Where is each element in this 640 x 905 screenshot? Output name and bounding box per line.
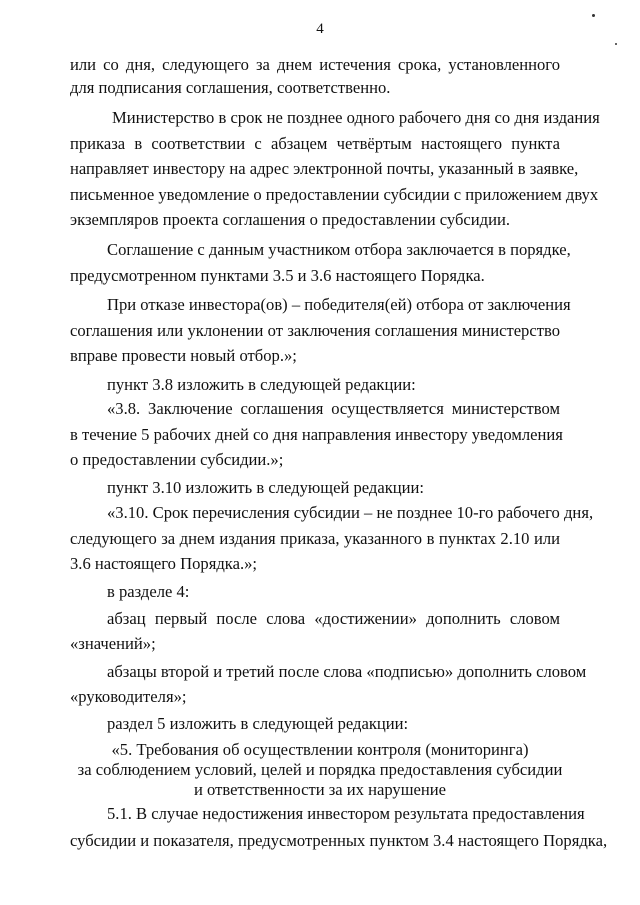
text-line: направляет инвестору на адрес электронной почты, указанный в заявке, [70, 159, 579, 178]
text-line: При отказе инвестора(ов) – победителя(ей) отбора от заключения [107, 295, 571, 314]
text-line: раздел 5 изложить в следующей редакции: [107, 714, 409, 733]
text-line: о предоставлении субсидии.»; [70, 450, 284, 469]
text-line: предусмотренном пунктами 3.5 и 3.6 настоящего Порядка. [70, 266, 485, 285]
text-line: для подписания соглашения, соответственно. [70, 78, 391, 97]
text-line: или со дня, следующего за днем истечения срока, установленного [70, 55, 560, 74]
text-line: «3.8. Заключение соглашения осуществляется министерством [107, 399, 560, 418]
text-line: пункт 3.10 изложить в следующей редакции: [107, 478, 425, 497]
scan-speck [592, 14, 595, 17]
text-line: «значений»; [70, 634, 156, 653]
text-line: Министерство в срок не позднее одного рабочего дня со дня издания [112, 108, 600, 127]
text-line: экземпляров проекта соглашения о предоставлении субсидии. [70, 210, 510, 229]
page-number: 4 [316, 21, 324, 37]
text-line: субсидии и показателя, предусмотренных пунктом 3.4 настоящего Порядка, [70, 831, 608, 850]
text-line: письменное уведомление о предоставлении субсидии с приложением двух [70, 185, 599, 204]
text-line: Соглашение с данным участником отбора заключается в порядке, [107, 240, 571, 259]
section-heading-line: и ответственности за их нарушение [193, 780, 447, 799]
text-line: 3.6 настоящего Порядка.»; [70, 554, 258, 573]
scan-speck [615, 43, 617, 45]
text-line: соглашения или уклонении от заключения соглашения министерство [70, 321, 560, 340]
text-line: пункт 3.8 изложить в следующей редакции: [107, 375, 416, 394]
text-line: «руководителя»; [70, 687, 187, 706]
section-heading-line: за соблюдением условий, целей и порядка предоставления субсидии [77, 760, 563, 779]
text-line: приказа в соответствии с абзацем четвёртым настоящего пункта [70, 134, 560, 153]
text-line: в течение 5 рабочих дней со дня направления инвестору уведомления [70, 425, 563, 444]
text-line: в разделе 4: [107, 582, 190, 601]
text-line: 5.1. В случае недостижения инвестором результата предоставления [107, 804, 585, 823]
text-line: «3.10. Срок перечисления субсидии – не позднее 10-го рабочего дня, [107, 503, 594, 522]
text-line: абзац первый после слова «достижении» дополнить словом [107, 609, 560, 628]
text-line: абзацы второй и третий после слова «подписью» дополнить словом [107, 662, 587, 681]
section-heading-line: «5. Требования об осуществлении контроля (мониторинга) [111, 740, 529, 759]
text-line: вправе провести новый отбор.»; [70, 346, 297, 365]
text-line: следующего за днем издания приказа, указанного в пунктах 2.10 или [70, 529, 560, 548]
